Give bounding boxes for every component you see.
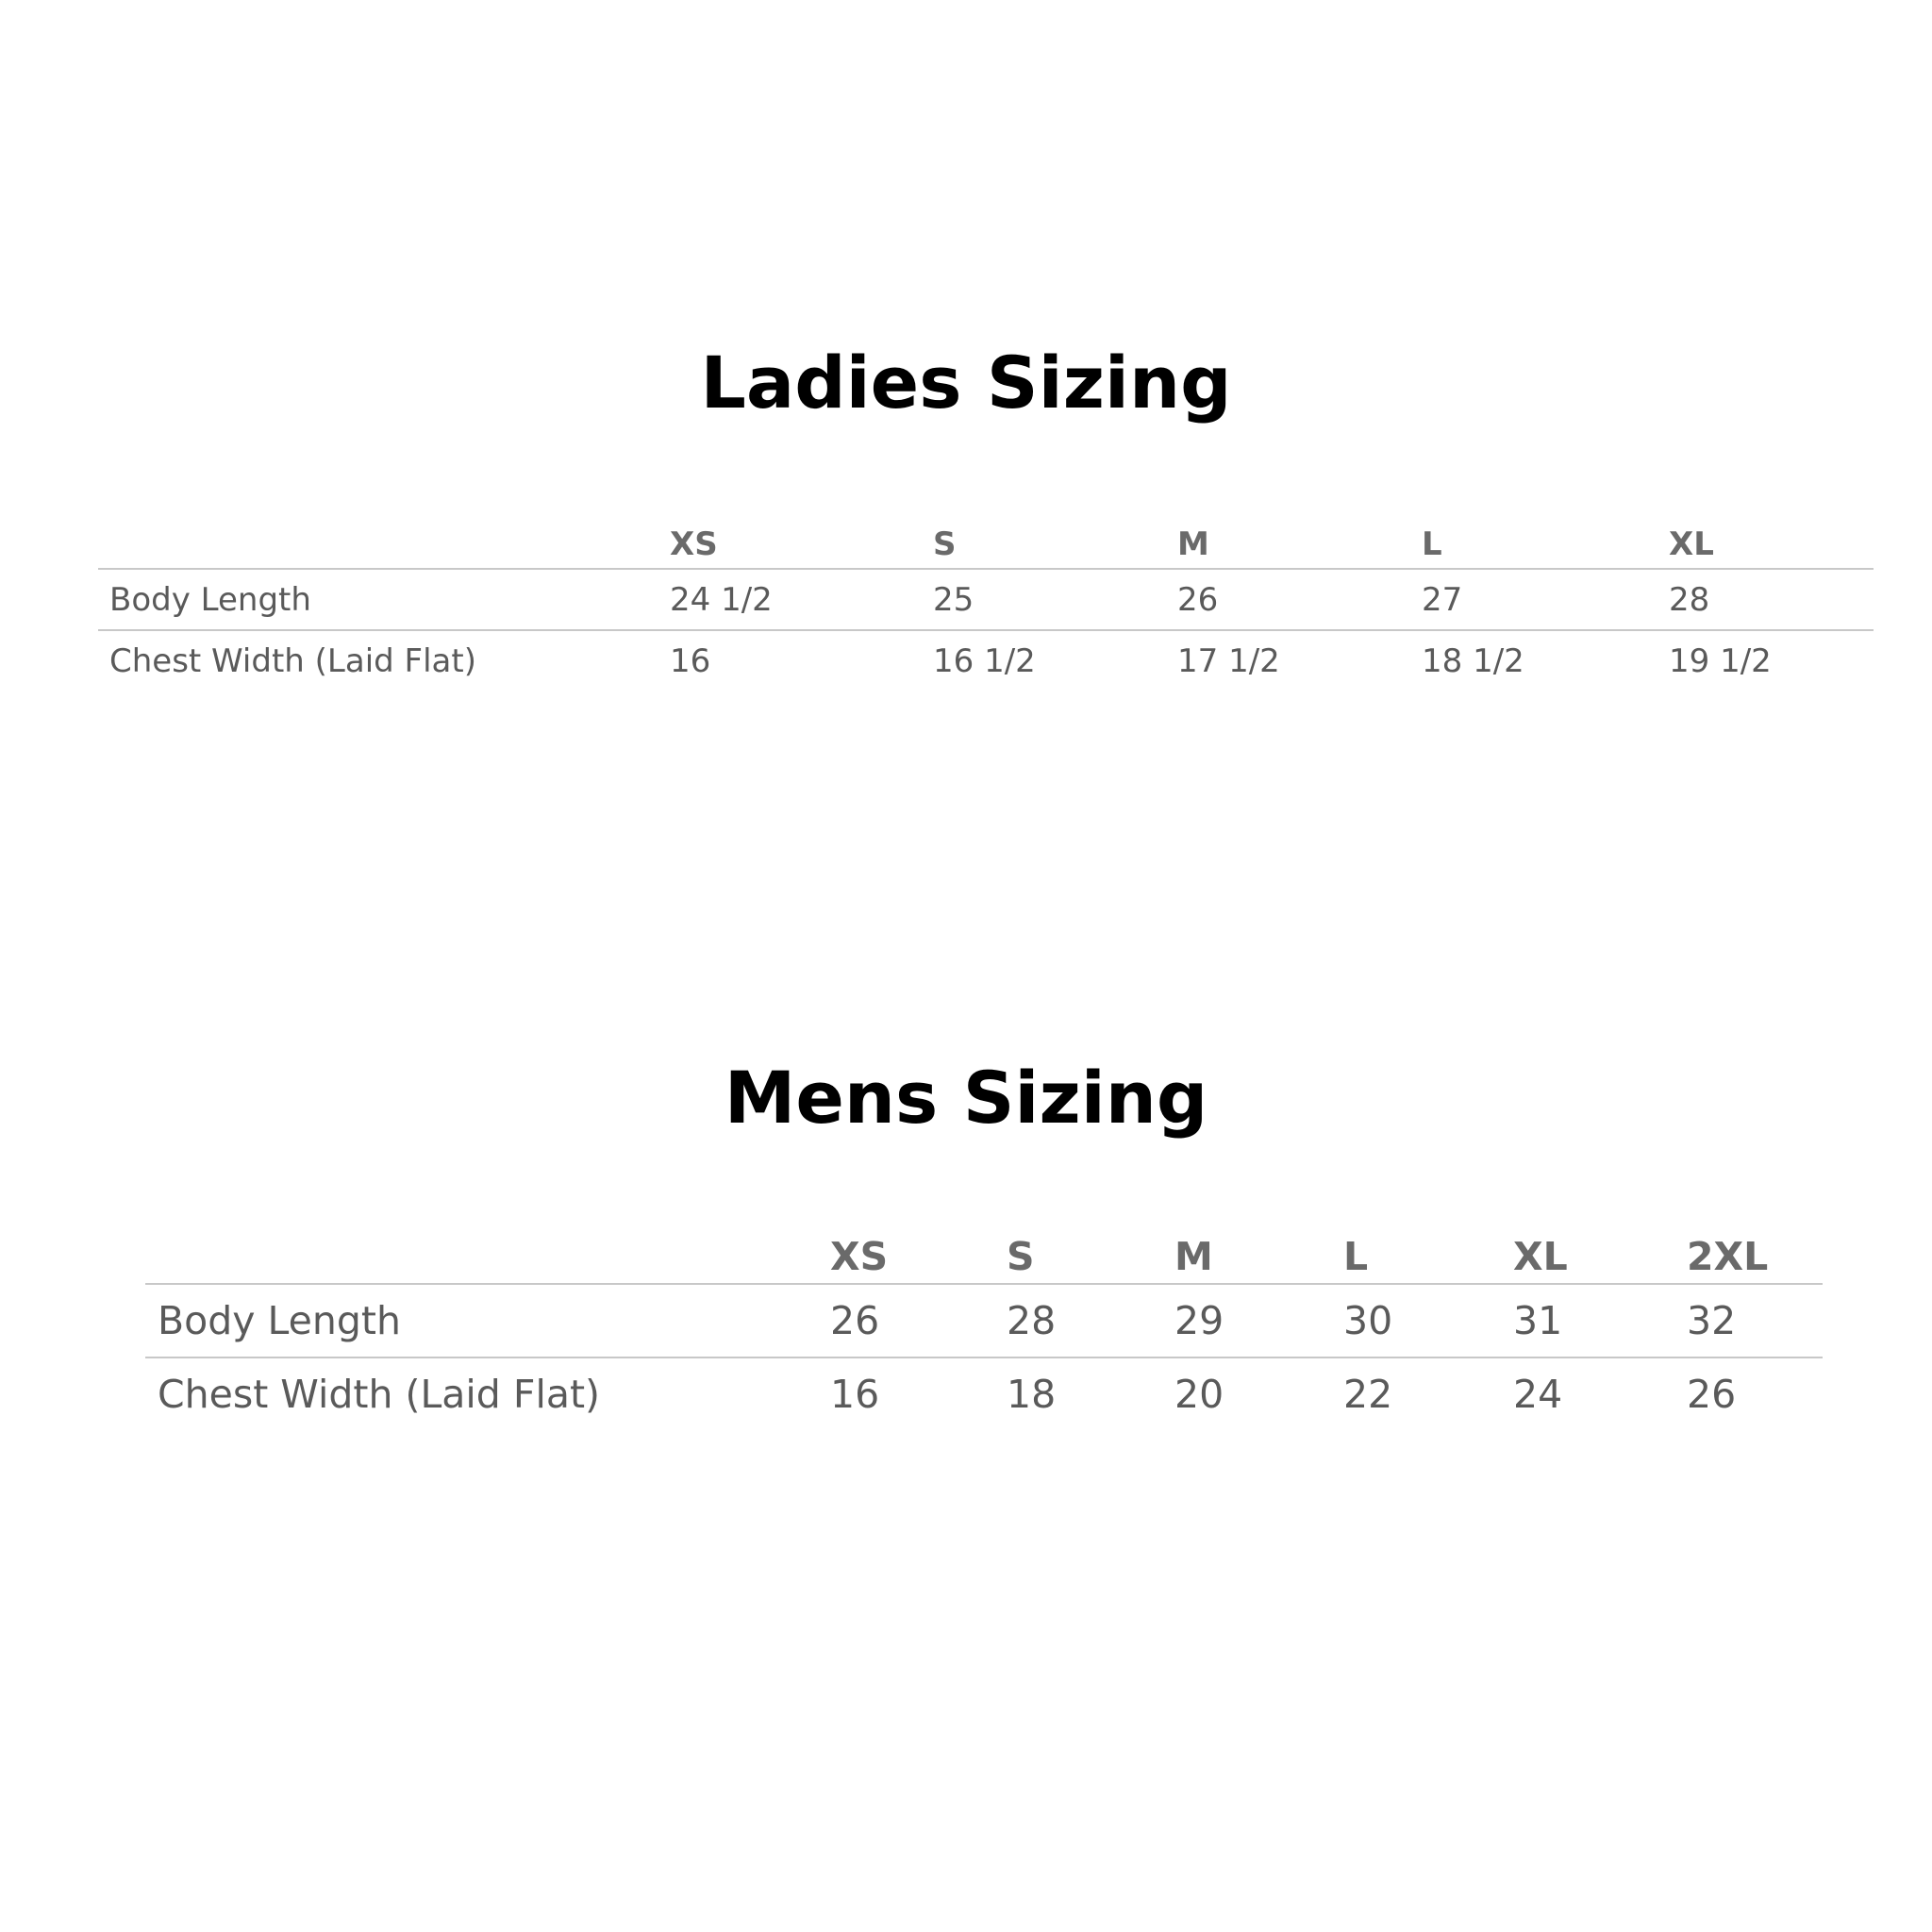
ladies-sizing-title: Ladies Sizing bbox=[700, 341, 1232, 425]
header-cell: XS bbox=[670, 525, 718, 563]
table-cell: 26 bbox=[830, 1284, 1007, 1357]
header-cell: S bbox=[933, 525, 957, 563]
header-cell: M bbox=[1174, 1234, 1213, 1279]
header-cell: XL bbox=[1669, 525, 1714, 563]
table-cell: 30 bbox=[1343, 1284, 1513, 1357]
row-label: Body Length bbox=[98, 569, 670, 630]
table-header-row bbox=[98, 517, 1874, 569]
ladies-size-table bbox=[98, 517, 1874, 691]
table-cell: 18 bbox=[1007, 1357, 1174, 1430]
table-cell: 20 bbox=[1174, 1357, 1343, 1430]
table-row bbox=[98, 569, 1874, 630]
table-cell: 29 bbox=[1174, 1284, 1343, 1357]
header-cell: S bbox=[1007, 1234, 1035, 1279]
table-row bbox=[98, 630, 1874, 691]
header-cell: XL bbox=[1513, 1234, 1568, 1279]
table-cell: 24 1/2 bbox=[670, 569, 933, 630]
table-cell: 16 bbox=[670, 630, 933, 691]
header-cell: L bbox=[1343, 1234, 1369, 1279]
table-cell: 18 1/2 bbox=[1422, 630, 1669, 691]
table-row bbox=[145, 1284, 1823, 1357]
table-header-row bbox=[145, 1226, 1823, 1284]
mens-sizing-title: Mens Sizing bbox=[724, 1056, 1208, 1140]
table-cell: 24 bbox=[1513, 1357, 1687, 1430]
table-cell: 19 1/2 bbox=[1669, 630, 1874, 691]
table-cell: 16 1/2 bbox=[933, 630, 1177, 691]
table-cell: 28 bbox=[1007, 1284, 1174, 1357]
row-label: Body Length bbox=[145, 1284, 830, 1357]
table-cell: 32 bbox=[1687, 1284, 1823, 1357]
table-cell: 27 bbox=[1422, 569, 1669, 630]
table-cell: 26 bbox=[1687, 1357, 1823, 1430]
header-cell: XS bbox=[830, 1234, 889, 1279]
table-row bbox=[145, 1357, 1823, 1430]
header-cell bbox=[145, 1226, 830, 1284]
header-cell: 2XL bbox=[1687, 1234, 1769, 1279]
row-label: Chest Width (Laid Flat) bbox=[98, 630, 670, 691]
table-cell: 16 bbox=[830, 1357, 1007, 1430]
mens-size-table bbox=[145, 1226, 1823, 1430]
table-cell: 22 bbox=[1343, 1357, 1513, 1430]
table-cell: 26 bbox=[1177, 569, 1422, 630]
row-label: Chest Width (Laid Flat) bbox=[145, 1357, 830, 1430]
header-cell bbox=[98, 517, 670, 569]
header-cell: M bbox=[1177, 525, 1209, 563]
table-cell: 17 1/2 bbox=[1177, 630, 1422, 691]
table-cell: 31 bbox=[1513, 1284, 1687, 1357]
header-cell: L bbox=[1422, 525, 1442, 563]
table-cell: 28 bbox=[1669, 569, 1874, 630]
table-cell: 25 bbox=[933, 569, 1177, 630]
